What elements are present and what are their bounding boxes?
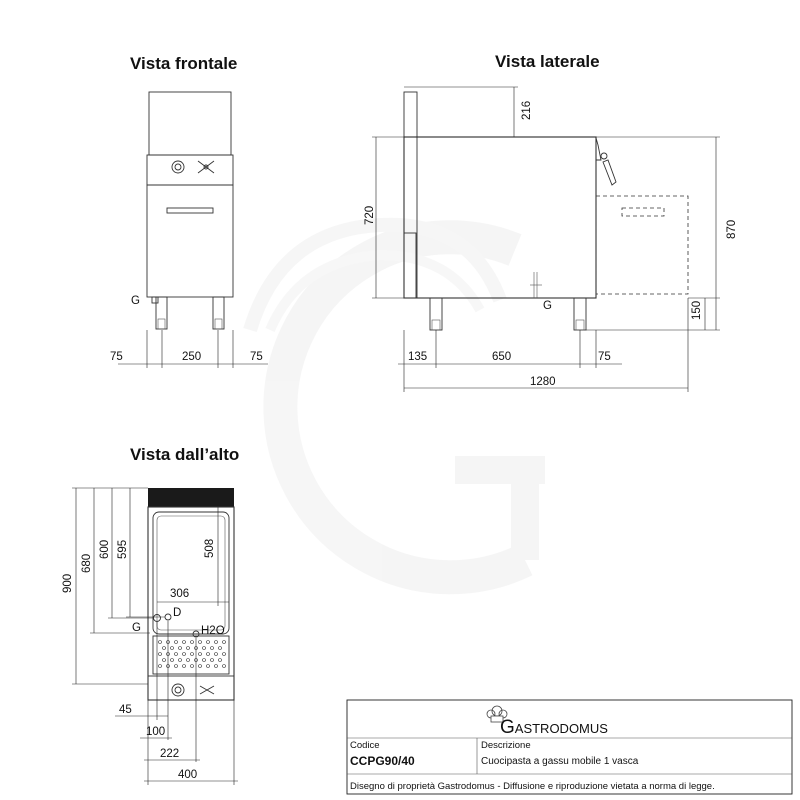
side-dim-75: 75 — [598, 351, 611, 363]
side-view-title: Vista laterale — [495, 52, 600, 71]
code-value: CCPG90/40 — [350, 754, 415, 768]
description-label: Descrizione — [481, 740, 531, 751]
side-dim-870: 870 — [726, 219, 738, 239]
top-view-title: Vista dall’alto — [130, 445, 240, 464]
top-dim-595: 595 — [117, 539, 129, 559]
description-value: Cuocipasta a gassu mobile 1 vasca — [481, 756, 639, 767]
side-dim-650: 650 — [492, 351, 512, 363]
title-block — [347, 700, 792, 794]
front-view-drawing — [147, 92, 233, 329]
side-dim-150: 150 — [691, 300, 703, 320]
front-gas-label: G — [131, 295, 140, 307]
front-dim-right: 75 — [250, 351, 263, 363]
top-dim-100: 100 — [146, 726, 166, 738]
top-dim-600: 600 — [99, 539, 111, 559]
code-label: Codice — [350, 740, 380, 751]
company-logo: Gastrodomus — [500, 717, 608, 738]
drain-grid — [159, 641, 226, 668]
side-dim-720: 720 — [364, 205, 376, 225]
top-dim-222: 222 — [160, 748, 180, 760]
side-view-drawing — [404, 92, 688, 330]
watermark-logo — [250, 225, 545, 578]
top-dim-45: 45 — [119, 704, 132, 716]
top-gas-label: G — [132, 622, 141, 634]
side-gas-label: G — [543, 300, 552, 312]
top-dim-400: 400 — [178, 769, 198, 781]
top-water-label: H2O — [201, 625, 225, 637]
side-dim-216: 216 — [521, 100, 533, 120]
top-view-drawing — [148, 488, 234, 700]
side-dim-1280: 1280 — [530, 376, 556, 388]
front-view-title: Vista frontale — [130, 54, 238, 73]
top-dim-680: 680 — [81, 553, 93, 573]
front-dim-center: 250 — [182, 351, 202, 363]
side-dim-135: 135 — [408, 351, 428, 363]
top-dim-900: 900 — [62, 573, 74, 593]
property-notice: Disegno di proprietà Gastrodomus - Diffusione e riproduzione vietata a norma di legge. — [350, 781, 715, 792]
front-dim-left: 75 — [110, 351, 123, 363]
top-dim-306: 306 — [170, 588, 190, 600]
top-drain-label: D — [173, 607, 182, 619]
top-dim-508: 508 — [204, 538, 216, 558]
